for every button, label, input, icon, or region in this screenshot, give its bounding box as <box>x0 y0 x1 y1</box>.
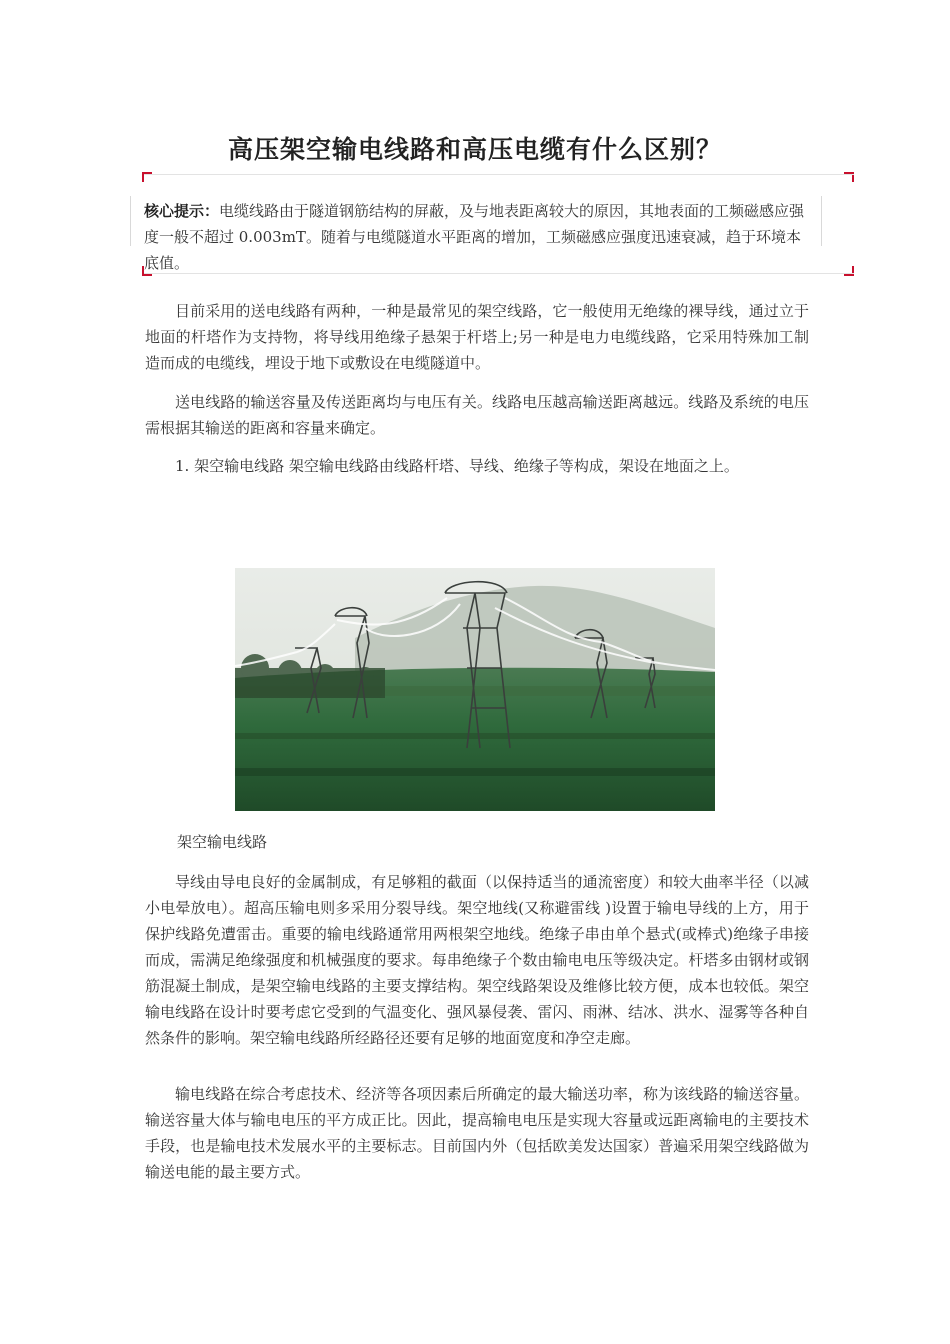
summary-box <box>130 172 854 276</box>
summary-label: 核心提示： <box>144 202 220 220</box>
paragraph: 目前采用的送电线路有两种，一种是最常见的架空线路，它一般使用无绝缘的裸导线，通过立于地面的杆塔作为支持物，将导线用绝缘子悬架于杆塔上;另一种是电力电缆线路，它采用特殊加工制造而成的电缆线，埋设于地下或敷设在电缆隧道中。 <box>145 302 809 372</box>
divider <box>821 196 822 246</box>
divider <box>130 196 131 246</box>
paragraph: 送电线路的输送容量及传送距离均与电压有关。线路电压越高输送距离越远。线路及系统的电压需根据其输送的距离和容量来确定。 <box>145 393 809 437</box>
paragraph: 输电线路在综合考虑技术、经济等各项因素后所确定的最大输送功率，称为该线路的输送容量。输送容量大体与输电电压的平方成正比。因此，提高输电电压是实现大容量或远距离输电的主要技术手段，也是输电技术发展水平的主要标志。目前国内外（包括欧美发达国家）普遍采用架空线路做为输送电能的最主要方式。 <box>145 1085 809 1181</box>
summary-body: 电缆线路由于隧道钢筋结构的屏蔽，及与地表距离较大的原因，其地表面的工频磁感应强度一般不超过 0.003mT。随着与电缆隧道水平距离的增加，工频磁感应强度迅速衰减，趋于环境本底值。 <box>144 202 805 272</box>
divider <box>144 174 854 175</box>
paragraph: 1. 架空输电线路 架空输电线路由线路杆塔、导线、绝缘子等构成，架设在地面之上。 <box>175 457 739 475</box>
transmission-line-photo <box>235 568 715 811</box>
summary-text <box>144 198 814 276</box>
corner-mark <box>844 266 854 276</box>
paragraph: 导线由导电良好的金属制成，有足够粗的截面（以保持适当的通流密度）和较大曲率半径（以减小电晕放电）。超高压输电则多采用分裂导线。架空地线(又称避雷线 )设置于输电导线的上方，用于保护线路免遭雷击。重要的输电线路通常用两根架空地线。绝缘子串由单个悬式(或棒式)绝缘子串接而成，需满足绝缘强度和机械强度的要求。每串绝缘子个数由输电电压等级决定。杆塔多由钢材或钢筋混凝土制成，是架空输电线路的主要支撑结构。架空线路架设及维修比较方便，成本也较低。架空输电线路在设计时要考虑它受到的气温变化、强风暴侵袭、雷闪、雨淋、结冰、洪水、湿雾等各种自然条件的影响。架空输电线路所经路径还要有足够的地面宽度和净空走廊。 <box>145 873 809 1047</box>
page-title: 高压架空输电线路和高压电缆有什么区别？ <box>227 135 722 164</box>
image-caption: 架空输电线路 <box>177 833 268 851</box>
